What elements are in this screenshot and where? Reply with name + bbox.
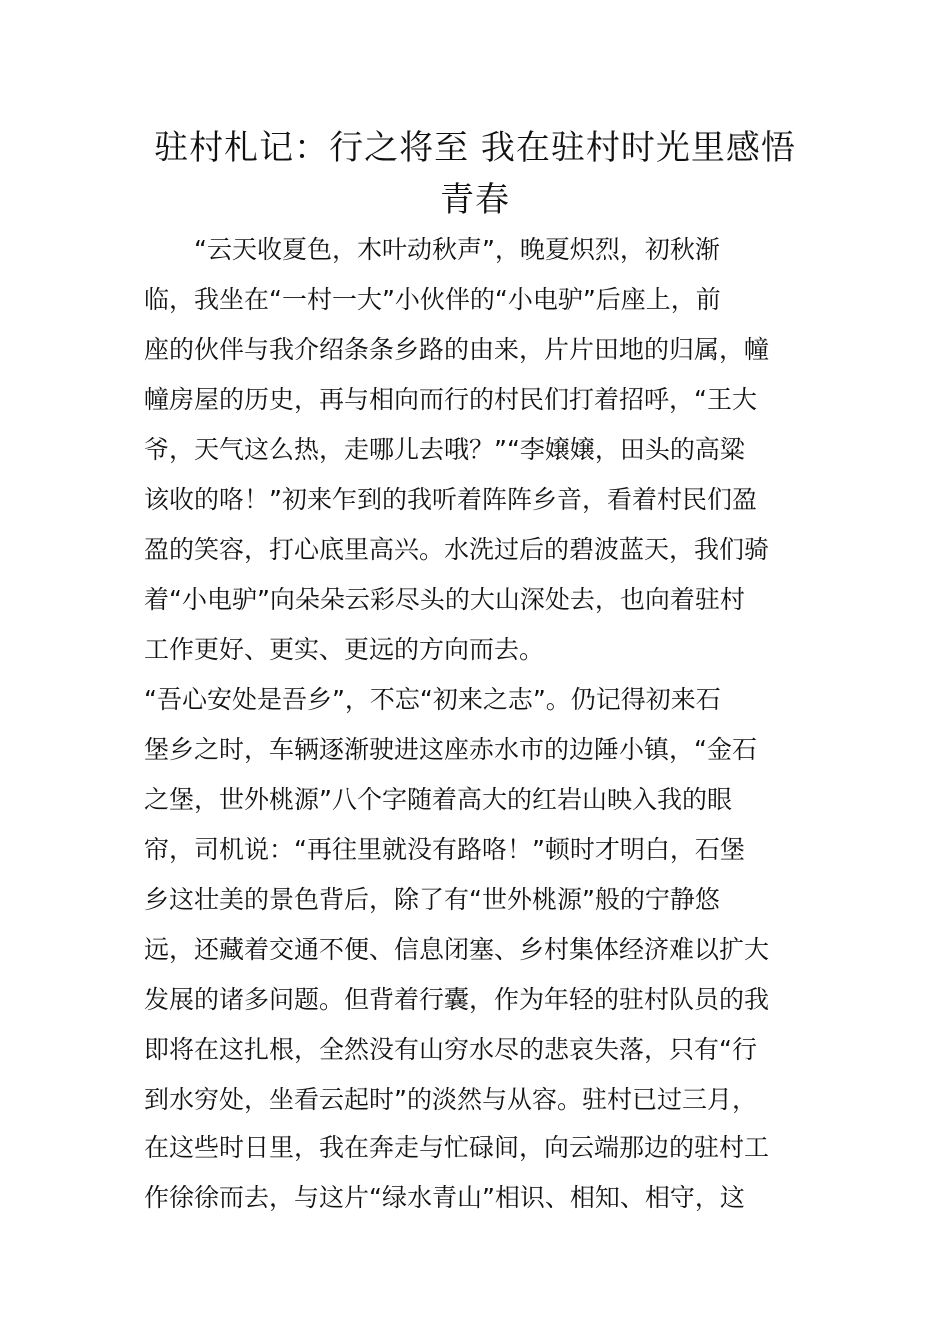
body-line: 座的伙伴与我介绍条条乡路的由来，片片田地的归属，幢	[144, 335, 770, 364]
body-line: 乡这壮美的景色背后，除了有“世外桃源”般的宁静悠	[144, 885, 720, 914]
body-line: 工作更好、更实、更远的方向而去。	[144, 635, 545, 664]
body-line: 临，我坐在“一村一大”小伙伴的“小电驴”后座上，前	[144, 285, 721, 314]
body-line: 爷，天气这么热，走哪儿去哦？”“李嬢嬢，田头的高粱	[144, 435, 745, 464]
title-line-2: 青春	[440, 180, 510, 220]
body-line: 作徐徐而去，与这片“绿水青山”相识、相知、相守，这	[144, 1183, 745, 1212]
body-line: 到水穷处，坐看云起时”的淡然与从容。驻村已过三月，	[144, 1085, 757, 1114]
body-line: 发展的诸多问题。但背着行囊，作为年轻的驻村队员的我	[144, 985, 770, 1014]
body-line: 之堡，世外桃源”八个字随着高大的红岩山映入我的眼	[144, 785, 732, 814]
body-line: 该收的咯！”初来乍到的我听着阵阵乡音，看着村民们盈	[144, 485, 757, 514]
body-line: “云天收夏色，木叶动秋声”，晚夏炽烈，初秋渐	[144, 235, 720, 264]
body-line: 幢房屋的历史，再与相向而行的村民们打着招呼，“王大	[144, 385, 757, 414]
body-line: 远，还藏着交通不便、信息闭塞、乡村集体经济难以扩大	[144, 935, 770, 964]
body-line: “吾心安处是吾乡”，不忘“初来之志”。仍记得初来石	[144, 685, 721, 714]
body-line: 堡乡之时，车辆逐渐驶进这座赤水市的边陲小镇，“金石	[144, 735, 757, 764]
body-line: 盈的笑容，打心底里高兴。水洗过后的碧波蓝天，我们骑	[144, 535, 770, 564]
body-line: 着“小电驴”向朵朵云彩尽头的大山深处去，也向着驻村	[144, 585, 745, 614]
body-line: 在这些时日里，我在奔走与忙碌间，向云端那边的驻村工	[144, 1133, 770, 1162]
document-title	[140, 122, 810, 226]
body-line: 帘，司机说：“再往里就没有路咯！”顿时才明白，石堡	[144, 835, 745, 864]
title-line-1: 驻村札记：行之将至 我在驻村时光里感悟	[154, 128, 796, 168]
body-line: 即将在这扎根，全然没有山穷水尽的悲哀失落，只有“行	[144, 1035, 757, 1064]
